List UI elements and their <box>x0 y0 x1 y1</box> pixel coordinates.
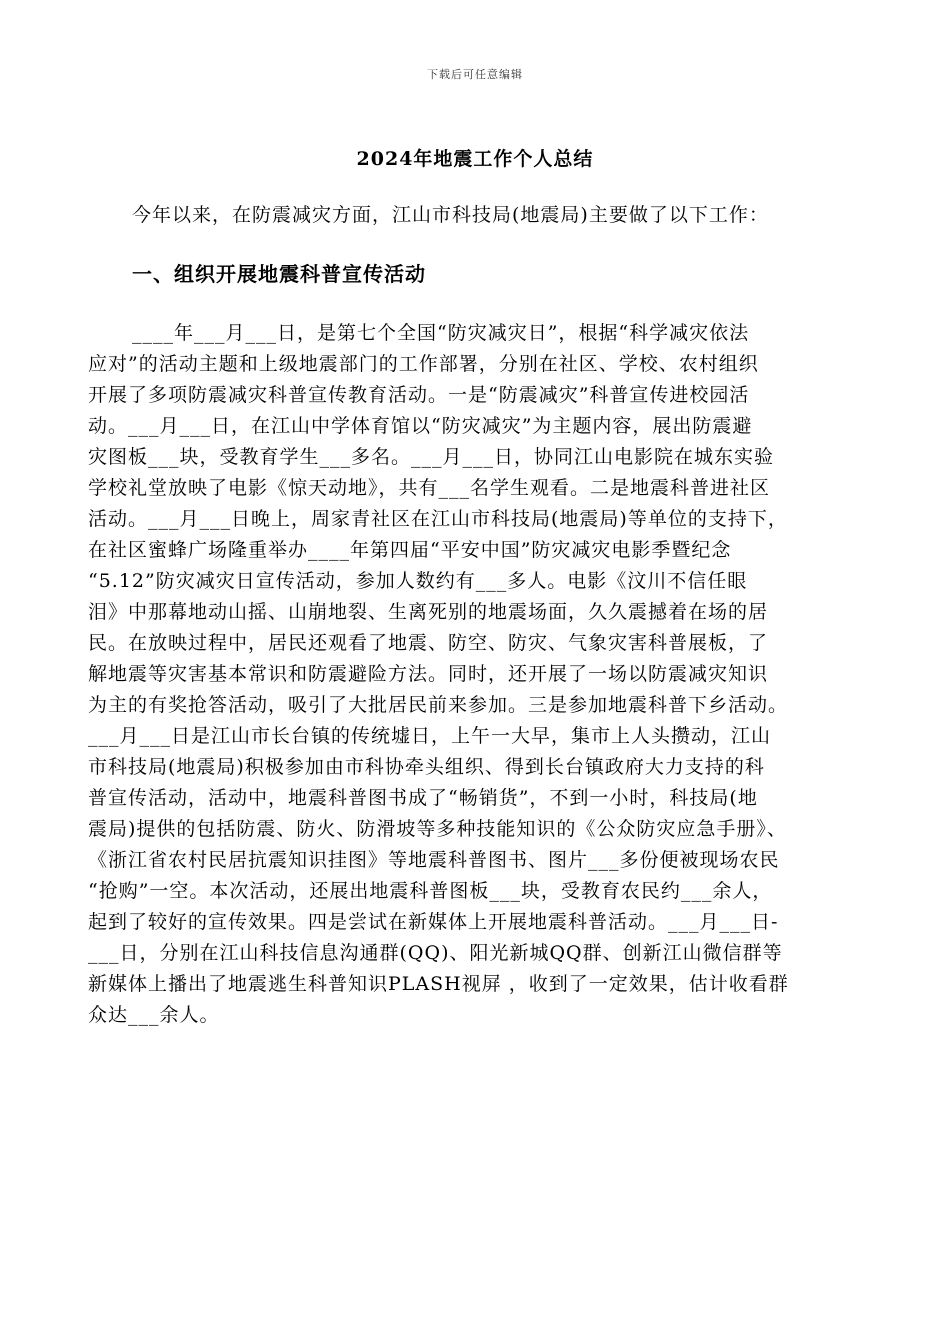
body-line: 活动。___月___日晚上，周家青社区在江山市科技局(地震局)等单位的支持下， <box>88 508 788 530</box>
body-line: 学校礼堂放映了电影《惊天动地》，共有___名学生观看。二是地震科普进社区 <box>88 477 771 499</box>
body-line: 《浙江省农村民居抗震知识挂图》等地震科普图书、图片___多份便被现场农民 <box>88 849 780 871</box>
body-line: 市科技局(地震局)积极参加由市科协牵头组织、得到长台镇政府大力支持的科 <box>88 756 765 778</box>
body-line: 开展了多项防震减灾科普宣传教育活动。一是“防震减灾”科普宣传进校园活 <box>88 384 750 406</box>
body-line: 在社区蜜蜂广场隆重举办____年第四届“平安中国”防灾减灾电影季暨纪念 <box>88 539 732 561</box>
body-line: ___日，分别在江山科技信息沟通群(QQ)、阳光新城QQ群、创新江山微信群等 <box>88 942 783 964</box>
body-line: “抢购”一空。本次活动，还展出地震科普图板___块，受教育农民约___余人， <box>88 880 773 902</box>
body-line: ____年___月___日，是第七个全国“防灾减灾日”，根据“科学减灾依法 <box>132 322 750 344</box>
body-line: 泪》中那幕地动山摇、山崩地裂、生离死别的地震场面，久久震撼着在场的居 <box>88 601 769 623</box>
body-line: ___月___日是江山市长台镇的传统墟日，上午一大早，集市上人头攒动，江山 <box>88 725 772 747</box>
document-title: 2024年地震工作个人总结 <box>356 148 594 170</box>
body-line: 众达___余人。 <box>88 1004 220 1026</box>
section-body <box>88 318 868 1031</box>
body-line: 灾图板___块，受教育学生___多名。___月___日，协同江山电影院在城东实验 <box>88 446 775 468</box>
body-line: 民。在放映过程中，居民还观看了地震、防空、防灾、气象灾害科普展板，了 <box>88 632 769 654</box>
body-line: “5.12”防灾减灾日宣传活动，参加人数约有___多人。电影《汶川不信任眼 <box>88 570 748 592</box>
header-note: 下载后可任意编辑 <box>427 68 523 81</box>
body-line: 起到了较好的宣传效果。四是尝试在新媒体上开展地震科普活动。___月___日- <box>88 911 779 933</box>
body-line: 解地震等灾害基本常识和防震避险方法。同时，还开展了一场以防震减灾知识 <box>88 663 769 685</box>
section-heading: 一、组织开展地震科普宣传活动 <box>132 262 426 286</box>
body-line: 为主的有奖抢答活动，吸引了大批居民前来参加。三是参加地震科普下乡活动。 <box>88 694 789 716</box>
intro-paragraph: 今年以来，在防震减灾方面，江山市科技局(地震局)主要做了以下工作： <box>132 204 769 226</box>
body-line: 新媒体上播出了地震逃生科普知识PLASH视屏 ，收到了一定效果，估计收看群 <box>88 973 789 995</box>
body-line: 震局)提供的包括防震、防火、防滑坡等多种技能知识的《公众防灾应急手册》、 <box>88 818 787 840</box>
body-line: 普宣传活动，活动中，地震科普图书成了“畅销货”，不到一小时，科技局(地 <box>88 787 758 809</box>
body-line: 动。___月___日，在江山中学体育馆以“防灾减灾”为主题内容，展出防震避 <box>88 415 753 437</box>
body-line: 应对”的活动主题和上级地震部门的工作部署，分别在社区、学校、农村组织 <box>88 353 759 375</box>
